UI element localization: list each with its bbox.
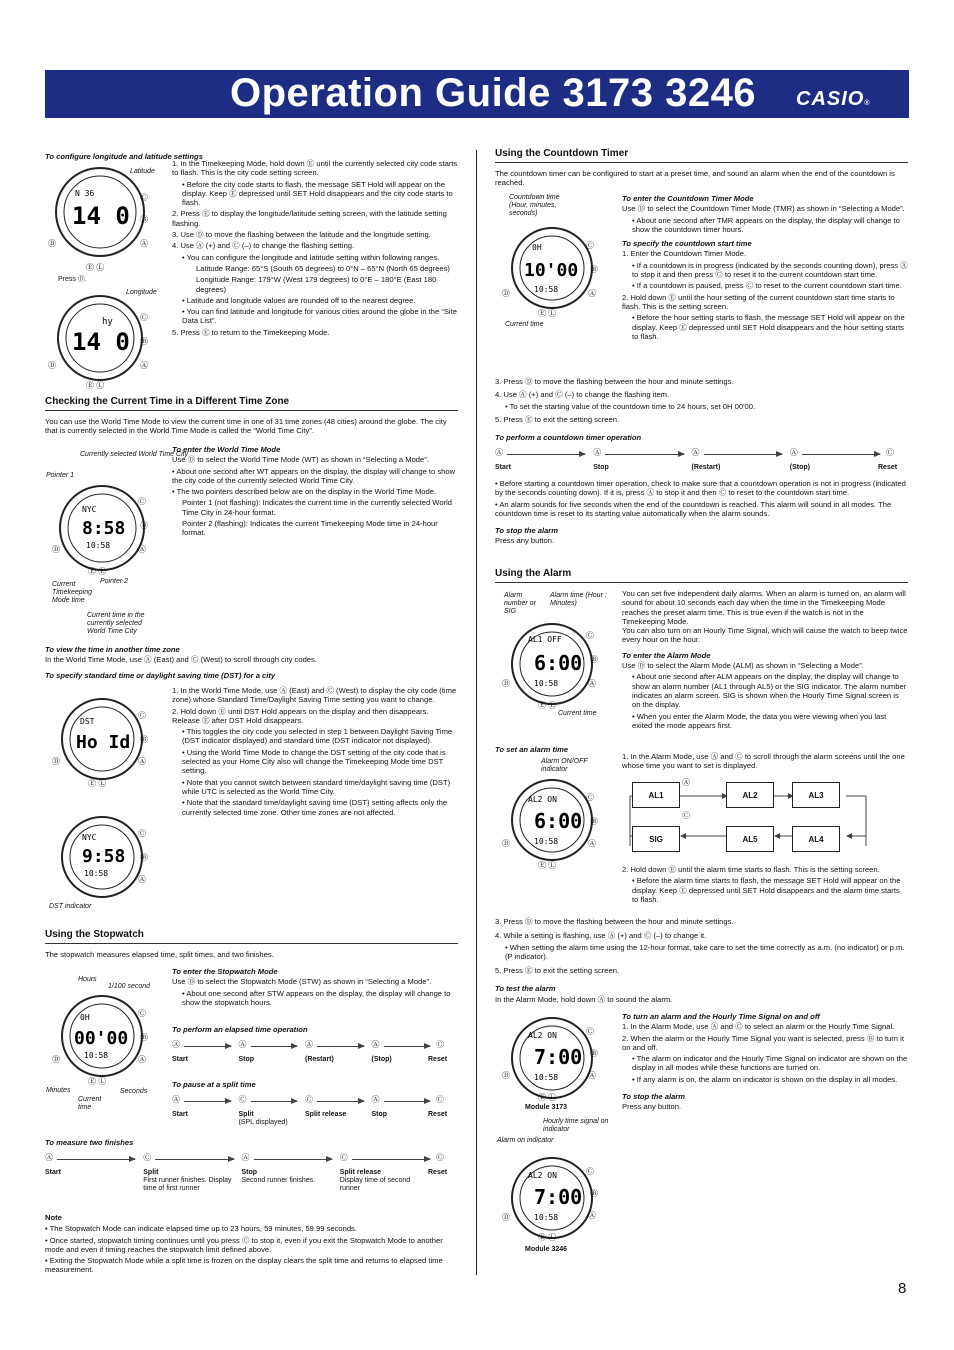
seq-key: Ⓒ — [436, 1040, 444, 1049]
elapsed-heading: To perform an elapsed time operation — [172, 1025, 308, 1034]
seq-label — [593, 464, 685, 472]
svg-text:Ⓓ: Ⓓ — [502, 679, 510, 688]
watch-illustration — [502, 220, 617, 320]
alarm-box-al3: AL3 — [792, 782, 840, 808]
watch-illustration — [502, 1152, 617, 1247]
svg-text:Ⓑ: Ⓑ — [140, 521, 148, 530]
countdown-op-heading: To perform a countdown timer operation — [495, 433, 642, 442]
seq-arrow — [184, 1046, 231, 1047]
seq-arrow — [507, 454, 585, 455]
alarm-steps-3-5: 3. Press Ⓓ to move the flashing between the hour and minute settings. 4. While a setting is flashing, use Ⓐ (+) and Ⓒ (–) to change it. • When setting the alarm time using the 12-hour format, take care to set the time correctly as a.m. (no indicator) or p.m. (P indicator). 5. Press Ⓔ to exit the setting screen. To test the alarm In the Alarm Mode, hold down Ⓐ to sound the alarm. — [495, 917, 905, 1004]
seq-label-text: Stop — [593, 464, 609, 471]
label-module-3173: Module 3173 — [525, 1104, 568, 1111]
alarm-title: Using the Alarm — [495, 568, 908, 583]
seq-label — [495, 464, 587, 472]
watch-illustration — [502, 774, 617, 872]
label-current-selected-time: Current time in the currently selected World Time City — [87, 612, 145, 635]
svg-text:Ⓐ: Ⓐ — [588, 839, 596, 848]
label-hourly-indicator: Hourly time signal on indicator — [543, 1118, 609, 1133]
label-minutes: Minutes — [46, 1087, 71, 1094]
watch-sub: 10:58 — [534, 1073, 559, 1082]
svg-text:Ⓐ: Ⓐ — [588, 289, 596, 298]
watch-main: 7:00 — [534, 1045, 583, 1069]
label-current-city: Currently selected World Time City — [80, 451, 189, 458]
svg-text:Ⓑ: Ⓑ — [590, 265, 598, 274]
svg-text:Ⓓ: Ⓓ — [48, 361, 56, 370]
seq-label-text: Reset — [428, 1111, 448, 1118]
seq-key: Ⓐ — [371, 1040, 380, 1049]
seq-arrow — [352, 1159, 430, 1160]
alarm-box-al4: AL4 — [792, 826, 840, 852]
svg-text:Ⓔ Ⓛ: Ⓔ Ⓛ — [88, 779, 107, 788]
longlat-steps: 1. In the Timekeeping Mode, hold down Ⓔ until the currently selected city code starts to flash. This is the city code setting screen. • Before the city code starts to flash, the message SET Hold will appear on the display. Keep Ⓔ depressed until SET Hold disappears and the city code starts to flash. 2. Press Ⓔ to display the longitude/latitude setting screen, with the latitude setting flashing. 3. Use Ⓓ to move the flashing between the latitude and the longitude setting. 4. Use Ⓐ (+) and Ⓒ (–) to change the flashing setting. • You can configure the longitude and latitude setting within following ranges. Latitude Range: 65°S (South 65 degrees) to 0°N – 65°N (North 65 degrees) Longitude Range: 179°W (West 179 degrees) to 0°E – 180°E (East 180 degrees) • Latitude and longitude values are rounded off to the nearest degree. • You can find latitude and longitude for various cities around the globe in the “Site Data List”. 5. Press Ⓔ to return to the Timekeeping Mode. — [172, 159, 458, 337]
svg-text:Ⓓ: Ⓓ — [52, 757, 60, 766]
watch-main: 10'00 — [524, 260, 579, 281]
stopwatch-intro: The stopwatch measures elapsed time, split times, and two finishes. — [45, 950, 274, 959]
seq-arrow — [251, 1046, 298, 1047]
seq-label — [242, 1169, 334, 1185]
svg-text:Ⓑ: Ⓑ — [590, 817, 598, 826]
svg-text:Ⓑ: Ⓑ — [140, 735, 148, 744]
label-latitude: Latitude — [130, 168, 155, 175]
seq-key: Ⓒ — [143, 1153, 152, 1162]
countdown-steps-3-5: 3. Press Ⓓ to move the flashing between the hour and minute settings. 4. Use Ⓐ (+) and Ⓒ (–) to change the flashing item. • To set the starting value of the countdown time to 24 hours, set 0H 00'00. 5. Press Ⓔ to exit the setting screen. — [495, 377, 756, 424]
alarm-box-al2: AL2 — [726, 782, 774, 808]
seq-note: Display time of second runner — [339, 1177, 411, 1192]
watch-main: 6:00 — [534, 809, 583, 833]
svg-text:Ⓐ: Ⓐ — [140, 239, 148, 248]
elapsed-sequence — [172, 1041, 458, 1071]
seq-label — [172, 1056, 233, 1064]
casio-logo: CASIO® — [796, 88, 871, 110]
svg-text:Ⓒ: Ⓒ — [586, 1027, 594, 1036]
alarm-section-header — [495, 568, 908, 590]
watch-sub: 10:58 — [86, 541, 111, 550]
svg-text:Ⓐ: Ⓐ — [138, 757, 146, 766]
watch-illustration — [502, 1012, 617, 1107]
seq-label — [172, 1111, 233, 1119]
seq-label-text: Stop — [241, 1169, 258, 1176]
cycle-key-c: Ⓒ — [682, 811, 690, 820]
seq-arrow — [254, 1159, 332, 1160]
svg-text:Ⓐ: Ⓐ — [138, 1055, 146, 1064]
alarm-box-sig: SIG — [632, 826, 680, 852]
seq-arrow — [57, 1159, 135, 1160]
seq-label — [692, 464, 784, 472]
watch-illustration — [52, 694, 167, 789]
watch-top: 0H — [80, 1013, 90, 1022]
seq-key: Ⓒ — [436, 1095, 444, 1104]
svg-text:Ⓑ: Ⓑ — [140, 337, 148, 346]
svg-text:Ⓐ: Ⓐ — [588, 1211, 596, 1220]
seq-arrow — [802, 454, 880, 455]
svg-text:Ⓒ: Ⓒ — [138, 497, 146, 506]
watch-main: 6:00 — [534, 651, 583, 675]
svg-text:Ⓓ: Ⓓ — [52, 545, 60, 554]
label-longitude: Longitude — [126, 289, 157, 296]
seq-label — [239, 1056, 300, 1064]
stopwatch-note: Note • The Stopwatch Mode can indicate elapsed time up to 23 hours, 59 minutes, 59.99 seconds. • Once started, stopwatch timing continues until you press Ⓒ to stop it, even if you exit the Stopwatch Mode to another mode and even if timing reaches the stopwatch limit defined above. • Exiting the Stopwatch Mode while a split time is frozen on the display clears the split time and returns to elapsed time measurement. — [45, 1213, 443, 1275]
svg-text:Ⓔ Ⓛ: Ⓔ Ⓛ — [538, 701, 557, 710]
seq-label-text: Reset — [428, 1056, 448, 1063]
seq-label — [305, 1056, 366, 1064]
seq-label — [428, 1056, 489, 1064]
alarm-turn-onoff: To turn an alarm and the Hourly Time Signal on and off 1. In the Alarm Mode, use Ⓐ and Ⓒ to select an alarm or the Hourly Time Signal. 2. When the alarm or the Hourly Time Signal you want is selected, press Ⓑ to turn it on and off. • The alarm on indicator and the Hourly Time Signal on indicator are shown on the display in all modes while these functions are turned on. • If any alarm is on, the alarm on indicator is shown on the display in all modes. To stop the alarm Press any button. — [622, 1012, 908, 1112]
label-current-time: Current time — [78, 1096, 102, 1111]
pause-heading: To pause at a split time — [172, 1080, 256, 1089]
seq-label-text: (Restart) — [691, 464, 721, 471]
watch-illustration — [502, 618, 617, 714]
watch-main: 8:58 — [82, 518, 126, 539]
svg-text:Ⓓ: Ⓓ — [502, 839, 510, 848]
label-module-3246: Module 3246 — [525, 1246, 568, 1253]
svg-text:Ⓒ: Ⓒ — [586, 241, 594, 250]
seq-key: Ⓐ — [45, 1153, 53, 1162]
seq-label — [340, 1169, 432, 1193]
seq-key: Ⓐ — [495, 448, 503, 457]
seq-key: Ⓐ — [691, 448, 700, 457]
seq-label-text: Split release — [339, 1169, 381, 1176]
label-alarm-onoff: Alarm ON/OFF indicator — [541, 758, 588, 773]
svg-text:Ⓔ Ⓛ: Ⓔ Ⓛ — [538, 1093, 557, 1102]
seq-label-text: Reset — [428, 1169, 448, 1176]
seq-note: (SPL displayed) — [238, 1119, 288, 1126]
alarm-intro: You can set five independent daily alarms. When an alarm is turned on, an alarm will sound for about 10 seconds each day when the time in the Timekeeping Mode reaches the preset alarm time. This is true even if the watch is not in the Timekeeping Mode. You can also turn on an Hourly Time Signal, which will cause the watch to beep twice every hour on the hour. To enter the Alarm Mode Use Ⓓ to select the Alarm Mode (ALM) as shown in “Selecting a Mode”. • About one second after ALM appears on the display, the display will change to show an alarm number (AL1 through AL5) or the SIG indicator. The alarm number indicates an alarm screen. SIG is shown when the Hourly Time Signal screen is on the display. • When you enter the Alarm Mode, the data you were viewing when you last exited the mode appears first. — [622, 589, 908, 730]
cycle-key-a: Ⓐ — [682, 778, 690, 787]
svg-text:Ⓓ: Ⓓ — [502, 1213, 510, 1222]
seq-label-text: Stop — [371, 1111, 388, 1118]
svg-text:Ⓒ: Ⓒ — [138, 1009, 146, 1018]
svg-text:Ⓒ: Ⓒ — [586, 631, 594, 640]
watch-illustration — [48, 288, 163, 393]
label-alarm-time: Alarm time (Hour : Minutes) — [550, 592, 607, 607]
seq-label-text: Reset — [878, 464, 898, 471]
page-title: Operation Guide 3173 3246 — [230, 71, 757, 115]
svg-text:Ⓐ: Ⓐ — [138, 875, 146, 884]
watch-top: AL1 OFF — [528, 635, 562, 644]
watch-top: AL2 ON — [528, 1171, 557, 1180]
seq-arrow — [317, 1046, 364, 1047]
watch-illustration — [52, 812, 167, 907]
svg-text:Ⓓ: Ⓓ — [52, 1055, 60, 1064]
countdown-sequence — [495, 449, 908, 475]
watch-main: 14 0 — [72, 328, 130, 356]
worldtime-title: Checking the Current Time in a Different Time Zone — [45, 396, 458, 411]
label-hundredths: 1/100 second — [108, 983, 151, 990]
svg-text:Ⓔ Ⓛ: Ⓔ Ⓛ — [538, 861, 557, 870]
svg-text:Ⓑ: Ⓑ — [590, 655, 598, 664]
svg-text:Ⓔ Ⓛ: Ⓔ Ⓛ — [538, 1233, 557, 1242]
seq-key: Ⓐ — [305, 1040, 313, 1049]
stopwatch-title: Using the Stopwatch — [45, 929, 458, 944]
seq-label — [239, 1111, 300, 1127]
seq-key: Ⓐ — [241, 1153, 250, 1162]
seq-label-text: (Stop) — [789, 464, 810, 471]
seq-arrow — [384, 1101, 431, 1102]
countdown-intro: The countdown timer can be configured to start at a preset time, and sound an alarm when the end of the countdown is reached. — [495, 169, 895, 188]
alarm-step1: 1. In the Alarm Mode, use Ⓐ and Ⓒ to scroll through the alarm screens until the one whose time you want to set is displayed. — [622, 752, 905, 771]
label-current-time: Current time — [558, 710, 597, 717]
watch-illustration — [52, 990, 167, 1088]
seq-label — [45, 1169, 137, 1177]
watch-sub: 10:58 — [534, 1213, 559, 1222]
seq-key: Ⓐ — [172, 1040, 180, 1049]
watch-illustration — [48, 160, 163, 275]
label-alarm-on-indicator: Alarm on indicator — [497, 1137, 554, 1144]
seq-arrow — [317, 1101, 364, 1102]
svg-text:Ⓒ: Ⓒ — [138, 711, 146, 720]
svg-text:Ⓒ: Ⓒ — [586, 793, 594, 802]
watch-main: 00'00 — [74, 1028, 129, 1049]
svg-text:Ⓑ: Ⓑ — [140, 1033, 148, 1042]
seq-arrow — [704, 454, 782, 455]
svg-text:Ⓑ: Ⓑ — [140, 853, 148, 862]
watch-main: 9:58 — [82, 846, 126, 867]
svg-text:Ⓔ Ⓛ: Ⓔ Ⓛ — [86, 381, 105, 390]
alarm-step2: 2. Hold down Ⓔ until the alarm time starts to flash. This is the setting screen. • Before the alarm time starts to flash, the message SET Hold will appear on the display. Keep Ⓔ depressed until SET Hold disappears and the alarm time starts to flash. — [622, 865, 901, 904]
seq-key: Ⓒ — [339, 1153, 348, 1162]
dst-steps: 1. In the World Time Mode, use Ⓐ (East) and Ⓒ (West) to display the city code (time zone) whose Standard Time/Daylight Saving Time setting you want to change. 2. Hold down Ⓔ until DST Hold appears on the display and then disappears. Release Ⓔ after DST Hold disappears. • This toggles the city code you selected in step 1 between Daylight Saving Time (DST indicator displayed) and standard time (DST indicator not displayed). • Using the World Time Mode to change the DST setting of the city code that is selected as your Home City also will change the Timekeeping Mode time DST setting. • Note that you cannot switch between standard time/daylight saving time (DST) while UTC is selected as the World Time City. • Note that the standard time/daylight saving time (DST) setting affects only the currently selected time zone. Other time zones are not affected. — [172, 686, 457, 817]
seq-arrow — [384, 1046, 431, 1047]
svg-text:Ⓒ: Ⓒ — [586, 1167, 594, 1176]
svg-text:Ⓑ: Ⓑ — [590, 1189, 598, 1198]
watch-sub: 10:58 — [534, 837, 559, 846]
watch-top: hy — [102, 317, 113, 327]
set-alarm-heading: To set an alarm time — [495, 745, 569, 754]
svg-text:Ⓒ: Ⓒ — [138, 829, 146, 838]
svg-text:Ⓐ: Ⓐ — [140, 361, 148, 370]
seq-label — [305, 1111, 366, 1119]
label-current-time: Current time — [505, 321, 544, 328]
seq-note: Second runner finishes. — [241, 1177, 316, 1184]
seq-key: Ⓐ — [238, 1040, 247, 1049]
watch-top: 0H — [532, 243, 542, 252]
seq-label-text: Start — [172, 1056, 188, 1063]
svg-text:Ⓑ: Ⓑ — [140, 215, 148, 224]
column-divider — [476, 150, 477, 1275]
watch-main: Ho Id — [76, 732, 131, 753]
seq-label — [790, 464, 882, 472]
countdown-title: Using the Countdown Timer — [495, 148, 908, 163]
label-press: Press Ⓓ. — [58, 276, 87, 283]
watch-top: AL2 ON — [528, 1031, 557, 1040]
watch-sub: 10:58 — [534, 285, 559, 294]
svg-text:Ⓔ Ⓛ: Ⓔ Ⓛ — [88, 567, 107, 576]
seq-label-text: Split — [238, 1111, 254, 1118]
page-number: 8 — [898, 1280, 907, 1297]
svg-text:Ⓐ: Ⓐ — [588, 679, 596, 688]
seq-label — [428, 1111, 489, 1119]
seq-key: Ⓐ — [789, 448, 798, 457]
svg-text:Ⓔ Ⓛ: Ⓔ Ⓛ — [538, 309, 557, 318]
svg-text:Ⓓ: Ⓓ — [48, 239, 56, 248]
watch-sub: 10:58 — [84, 869, 109, 878]
watch-top: N 36 — [75, 189, 95, 198]
seq-key: Ⓒ — [886, 448, 894, 457]
seq-label-text: Start — [45, 1169, 61, 1176]
worldtime-view: To view the time in another time zone In the World Time Mode, use Ⓐ (East) and Ⓒ (West) to scroll through city codes. To specify standard time or daylight saving time (DST) for a city — [45, 645, 317, 680]
seq-arrow — [605, 454, 683, 455]
seq-key: Ⓐ — [371, 1095, 380, 1104]
seq-label — [372, 1056, 433, 1064]
watch-top: NYC — [82, 833, 97, 842]
two-finishes-heading: To measure two finishes — [45, 1138, 134, 1147]
seq-label-text: (Stop) — [371, 1056, 392, 1063]
seq-arrow — [155, 1159, 233, 1160]
label-pointer2: Pointer 2 — [100, 578, 129, 585]
countdown-enter: To enter the Countdown Timer Mode Use Ⓓ to select the Countdown Timer Mode (TMR) as shown in “Selecting a Mode”. • About one second after TMR appears on the display, the display will change to show the countdown timer hours. To specify the countdown start time 1. Enter the Countdown Timer Mode. • If a countdown is in progress (indicated by the seconds counting down), press Ⓐ to stop it and then press Ⓒ to reset it to the current countdown start time. • If a countdown is paused, press Ⓒ to reset to the current countdown start time. 2. Hold down Ⓔ until the hour setting of the current countdown start time starts to flash. This is the setting screen. • Before the hour setting starts to flash, the message SET Hold will appear on the display. Keep Ⓔ depressed until SET Hold disappears and the hour setting starts to flash. — [622, 194, 908, 341]
seq-label-text: Split — [143, 1169, 159, 1176]
seq-key: Ⓐ — [593, 448, 602, 457]
label-pointer1: Pointer 1 — [46, 472, 75, 479]
svg-text:Ⓓ: Ⓓ — [502, 289, 510, 298]
seq-arrow — [184, 1101, 231, 1102]
pause-sequence — [172, 1096, 458, 1130]
watch-main: 7:00 — [534, 1185, 583, 1209]
seq-label-text: Start — [495, 464, 511, 471]
seq-label — [372, 1111, 433, 1119]
svg-text:Ⓔ Ⓛ: Ⓔ Ⓛ — [86, 263, 105, 272]
stopwatch-enter: To enter the Stopwatch Mode Use Ⓓ to select the Stopwatch Mode (STW) as shown in “Selecting a Mode”. • About one second after STW appears on the display, the display will change to show the stopwatch hours. — [172, 967, 451, 1007]
alarm-box-al1: AL1 — [632, 782, 680, 808]
watch-sub: 10:58 — [84, 1051, 109, 1060]
watch-top: AL2 ON — [528, 795, 557, 804]
seq-key: Ⓒ — [436, 1153, 444, 1162]
two-finishes-sequence — [45, 1154, 458, 1206]
watch-main: 14 0 — [72, 202, 130, 230]
seq-note: First runner finishes. Display time of first runner — [143, 1177, 232, 1192]
seq-label-text: Start — [172, 1111, 188, 1118]
watch-illustration — [52, 476, 167, 586]
seq-label-text: Stop — [238, 1056, 255, 1063]
label-current-timekeeping: Current Timekeeping Mode time — [52, 581, 93, 604]
seq-label-text: (Restart) — [305, 1056, 334, 1063]
worldtime-intro: You can use the World Time Mode to view the current time in one of 31 time zones (48 cities) around the globe. The city that is currently selected in the World Time Mode is called the “World Time City”. — [45, 417, 447, 436]
countdown-op-notes: • Before starting a countdown timer operation, check to make sure that a countdown operation is not in progress (indicated by the seconds counting down). If it is, press Ⓐ to stop it and then Ⓒ to reset to the countdown start time. • An alarm sounds for five seconds when the end of the countdown is reached. This alarm will sound in all modes. The countdown time is reset to its starting value automatically when the alarm sounds. To stop the alarm Press any button. — [495, 479, 906, 546]
watch-top: NYC — [82, 505, 97, 514]
worldtime-section-header — [45, 396, 458, 418]
label-hours: Hours — [78, 976, 97, 983]
seq-arrow — [251, 1101, 298, 1102]
label-alarm-number: Alarm number or SIG — [504, 592, 536, 615]
svg-text:Ⓑ: Ⓑ — [590, 1049, 598, 1058]
countdown-section-header — [495, 148, 908, 170]
watch-sub: 10:58 — [534, 679, 559, 688]
svg-text:Ⓔ Ⓛ: Ⓔ Ⓛ — [88, 1077, 107, 1086]
seq-key: Ⓒ — [238, 1095, 247, 1104]
seq-label-text: Split release — [305, 1111, 347, 1118]
longlat-heading: To configure longitude and latitude settings — [45, 152, 203, 161]
svg-text:Ⓐ: Ⓐ — [138, 545, 146, 554]
label-seconds: Seconds — [120, 1088, 148, 1095]
svg-text:Ⓐ: Ⓐ — [588, 1071, 596, 1080]
seq-key: Ⓐ — [172, 1095, 180, 1104]
worldtime-enter: To enter the World Time Mode Use Ⓓ to select the World Time Mode (WT) as shown in “Selecting a Mode”. • About one second after WT appears on the display, the display will change to show the city code of the currently selected World Time City. • The two pointers described below are on the display in the World Time Mode. Pointer 1 (not flashing): Indicates the current time in the currently selected World Time City in 24-hour format. Pointer 2 (flashing): Indicates the current Timekeeping Mode time in 24-hour format. — [172, 445, 456, 538]
svg-text:Ⓒ: Ⓒ — [140, 193, 148, 202]
label-dst-indicator: DST indicator — [49, 903, 92, 910]
seq-label — [143, 1169, 235, 1193]
seq-key: Ⓒ — [305, 1095, 313, 1104]
alarm-box-al5: AL5 — [726, 826, 774, 852]
stopwatch-section-header — [45, 929, 458, 951]
seq-label — [878, 464, 954, 472]
watch-top: DST — [80, 717, 95, 726]
label-countdown-time: Countdown time (Hour, minutes, seconds) — [509, 194, 560, 217]
svg-text:Ⓓ: Ⓓ — [502, 1071, 510, 1080]
svg-text:Ⓒ: Ⓒ — [140, 313, 148, 322]
